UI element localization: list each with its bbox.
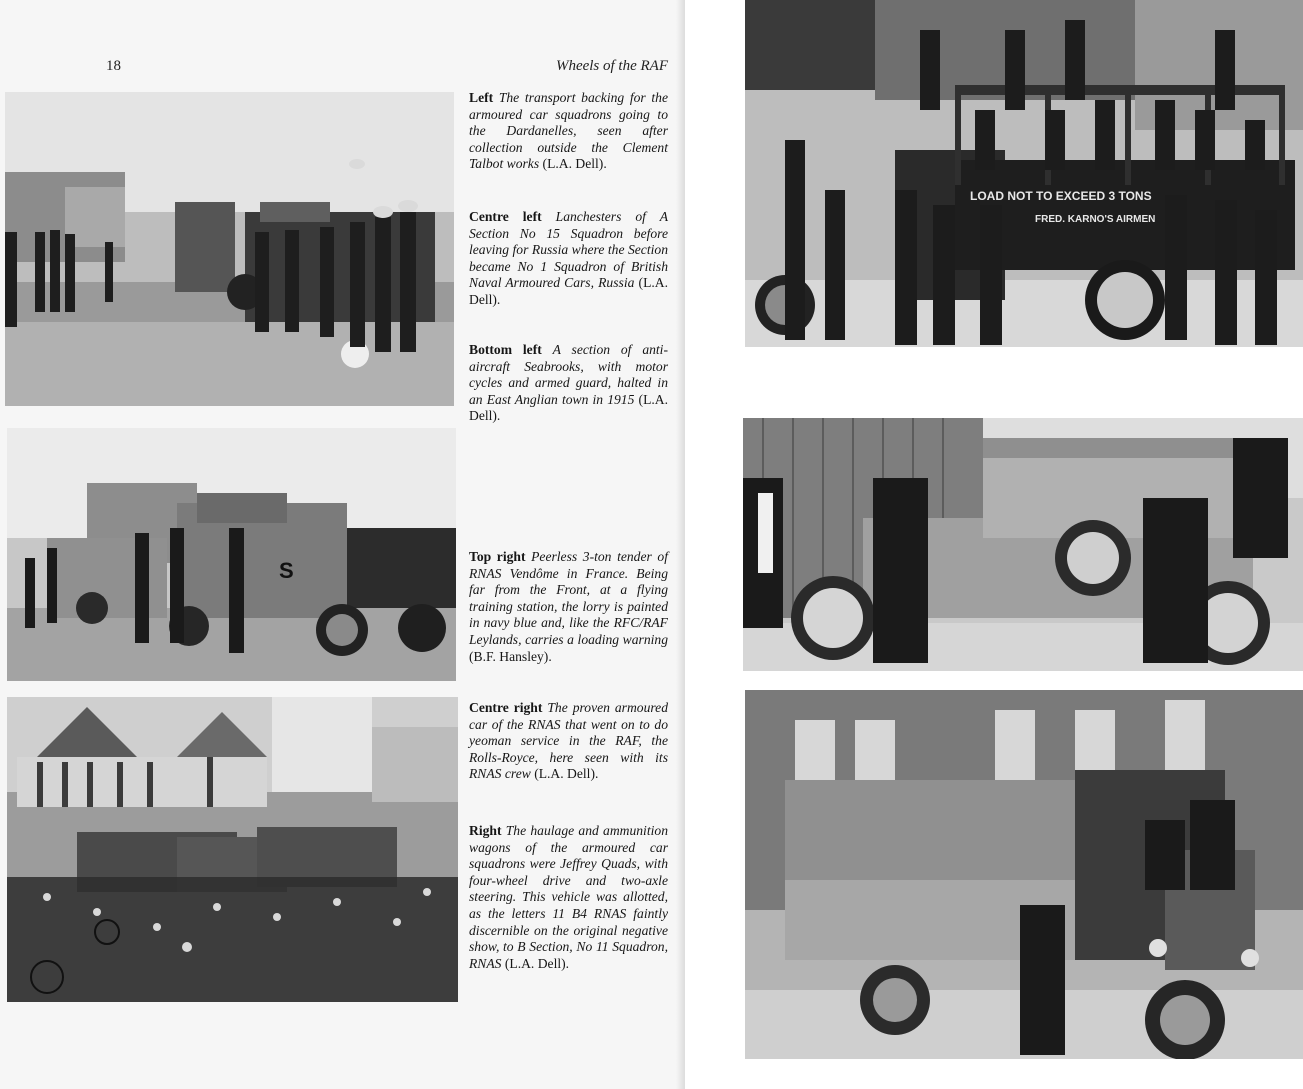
photo-transport-backing [5, 92, 454, 406]
caption-right [469, 823, 668, 972]
caption-lead: Left [469, 90, 494, 105]
caption-credit: (L.A. Dell). [534, 766, 599, 782]
right-page [685, 0, 1303, 1089]
caption-text: The proven armoured car of the RNAS that went on to do yeoman service in the RAF, the Rolls-Royce, here seen with its RNAS crew [469, 700, 668, 782]
photo-peerless-tender [745, 0, 1303, 347]
caption-lead: Centre right [469, 700, 543, 715]
caption-left [469, 90, 668, 173]
caption-lead: Top right [469, 549, 526, 564]
caption-text: The transport backing for the armoured car squadrons going to the Dardanelles, seen after collection outside the Clement Talbot works [469, 90, 668, 172]
caption-credit: (L.A. Dell). [542, 156, 607, 172]
caption-lead: Centre left [469, 209, 542, 224]
caption-text: Peerless 3-ton tender of RNAS Vendôme in France. Being far from the Front, at a flying training station, the lorry is painted in navy blue and, like the RFC/RAF Leylands, carries a loading warning [469, 549, 668, 647]
caption-text: A section of anti-aircraft Seabrooks, with motor cycles and armed guard, halted in an East Anglian town in 1915 [469, 342, 668, 407]
caption-credit: (L.A. Dell). [469, 391, 668, 424]
caption-centre-left [469, 209, 668, 309]
caption-lead: Right [469, 823, 502, 838]
caption-centre-right [469, 700, 668, 783]
photo-lorry-name: FRED. KARNO'S AIRMEN [1035, 214, 1156, 225]
caption-credit: (B.F. Hansley). [469, 648, 552, 664]
car-letter-s: S [279, 558, 294, 583]
photo-jeffrey-quad [745, 690, 1303, 1059]
photo-rolls-royce-armoured-car [743, 418, 1303, 671]
running-head: Wheels of the RAF [555, 58, 668, 74]
caption-text: Lanchesters of A Section No 15 Squadron before leaving for Russia where the Section became No 1 Squadron of British Naval Armoured Cars, Russia [469, 209, 668, 291]
caption-text: The haulage and ammunition wagons of the armoured car squadrons were Jeffrey Quads, with four-wheel drive and two-axle steering. This vehicle was allotted, as the letters 11 B4 RNAS faintly discernible on the original negative show, to B Section, No 11 Squadron, RNAS [469, 823, 668, 971]
photo-seabrooks [7, 697, 458, 1002]
caption-credit: (L.A. Dell). [469, 275, 668, 307]
photo-lanchesters [7, 428, 456, 681]
photo-loading-warning: LOAD NOT TO EXCEED 3 TONS [970, 189, 1152, 203]
page-number: 18 [106, 58, 121, 74]
caption-lead: Bottom left [469, 342, 542, 357]
caption-bottom-left [469, 342, 668, 425]
caption-top-right [469, 549, 668, 665]
caption-credit: (L.A. Dell). [504, 955, 570, 971]
